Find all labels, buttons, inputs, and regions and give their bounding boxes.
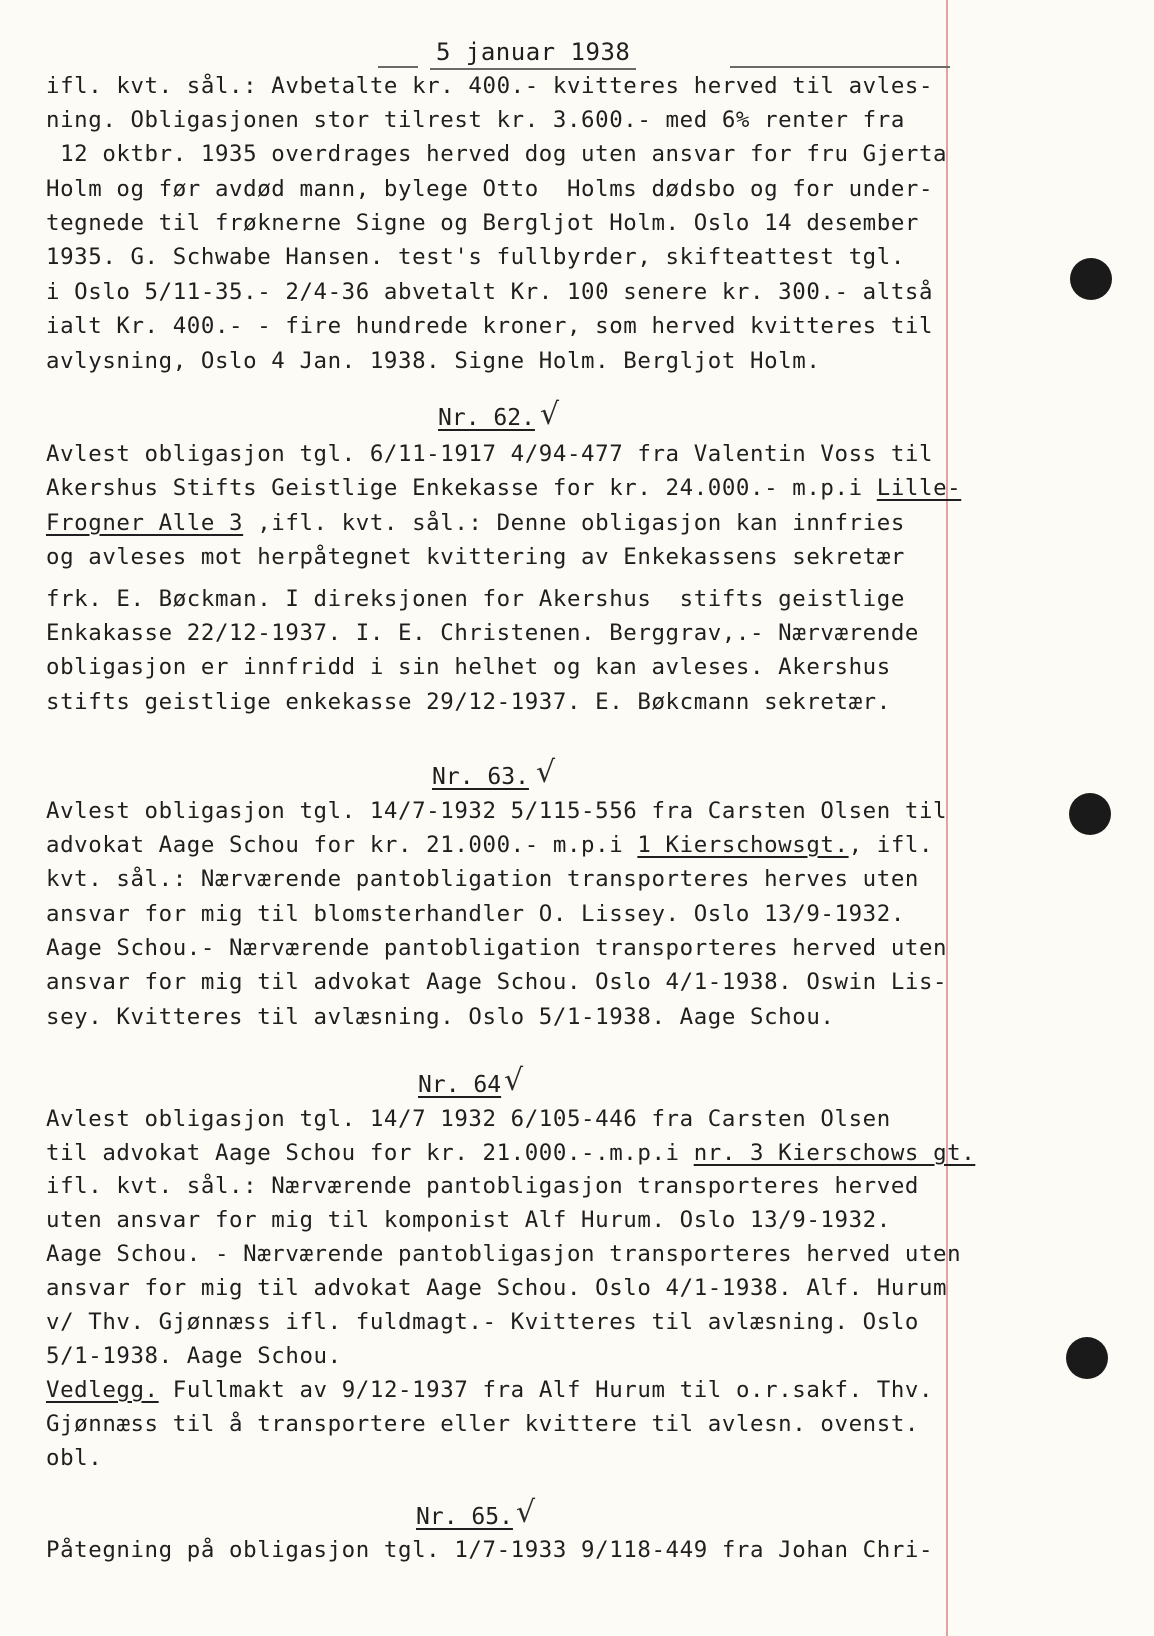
- property-address: Lille-: [876, 475, 962, 501]
- text-line: til advokat Aage Schou for kr. 21.000.-.m.p.i nr. 3 Kierschows gt.: [46, 1140, 976, 1166]
- text-line: stifts geistlige enkekasse 29/12-1937. E. Bøkcmann sekretær.: [46, 689, 891, 715]
- punch-hole: [1069, 793, 1111, 835]
- check-mark: √: [536, 755, 556, 790]
- text-line: v/ Thv. Gjønnæss ifl. fuldmagt.- Kvitteres til avlæsning. Oslo: [46, 1309, 919, 1335]
- text-line: ning. Obligasjonen stor tilrest kr. 3.600.- med 6% renter fra: [46, 107, 905, 133]
- text-line: Holm og før avdød mann, bylege Otto Holms dødsbo og for under-: [46, 176, 934, 202]
- text-line: og avleses mot herpåtegnet kvittering av Enkekassens sekretær: [46, 544, 905, 570]
- text-line: Frogner Alle 3 ,ifl. kvt. sål.: Denne obligasjon kan innfries: [46, 510, 905, 536]
- punch-hole: [1066, 1337, 1108, 1379]
- check-mark: √: [516, 1495, 536, 1530]
- text-line: ialt Kr. 400.- - fire hundrede kroner, som herved kvitteres til: [46, 313, 934, 339]
- text-line: Gjønnæss til å transportere eller kvittere til avlesn. ovenst.: [46, 1411, 919, 1437]
- attachment-label: Vedlegg.: [46, 1377, 159, 1403]
- property-address: Frogner Alle 3: [46, 510, 244, 536]
- text-line: i Oslo 5/11-35.- 2/4-36 abvetalt Kr. 100 senere kr. 300.- altså: [46, 279, 934, 305]
- text-line: obl.: [46, 1445, 103, 1471]
- text-line: 1935. G. Schwabe Hansen. test's fullbyrder, skifteattest tgl.: [46, 244, 905, 270]
- text-line: 5/1-1938. Aage Schou.: [46, 1343, 342, 1369]
- entry-number: Nr. 65.: [416, 1504, 513, 1530]
- text-line: tegnede til frøknerne Signe og Bergljot Holm. Oslo 14 desember: [46, 210, 919, 236]
- header-rule: [730, 66, 950, 68]
- text-line: Avlest obligasjon tgl. 6/11-1917 4/94-477 fra Valentin Voss til: [46, 441, 934, 467]
- text-line: 12 oktbr. 1935 overdrages herved dog uten ansvar for fru Gjerta: [46, 141, 948, 167]
- text-line: ifl. kvt. sål.: Nærværende pantobligasjon transporteres herved: [46, 1173, 919, 1199]
- text-line: kvt. sål.: Nærværende pantobligation transporteres herves uten: [46, 866, 919, 892]
- text-line: Akershus Stifts Geistlige Enkekasse for kr. 24.000.- m.p.i Lille-: [46, 475, 962, 501]
- text-line: ifl. kvt. sål.: Avbetalte kr. 400.- kvitteres herved til avles-: [46, 73, 934, 99]
- text-line: ansvar for mig til advokat Aage Schou. Oslo 4/1-1938. Alf. Hurum: [46, 1275, 948, 1301]
- text-line: ansvar for mig til advokat Aage Schou. Oslo 4/1-1938. Oswin Lis-: [46, 969, 948, 995]
- text-line: Avlest obligasjon tgl. 14/7 1932 6/105-446 fra Carsten Olsen: [46, 1106, 891, 1132]
- entry-number: Nr. 63.: [432, 764, 529, 790]
- text-line: uten ansvar for mig til komponist Alf Hurum. Oslo 13/9-1932.: [46, 1207, 891, 1233]
- text-line: ansvar for mig til blomsterhandler O. Lissey. Oslo 13/9-1932.: [46, 901, 905, 927]
- text-line: Enkakasse 22/12-1937. I. E. Christenen. Berggrav,.- Nærværende: [46, 620, 919, 646]
- text-line: avlysning, Oslo 4 Jan. 1938. Signe Holm. Bergljot Holm.: [46, 348, 821, 374]
- check-mark: √: [540, 397, 560, 432]
- entry-number: Nr. 62.: [438, 405, 535, 431]
- check-mark: √: [504, 1063, 524, 1098]
- text-line: obligasjon er innfridd i sin helhet og kan avleses. Akershus: [46, 654, 891, 680]
- header-rule: [378, 66, 418, 68]
- punch-hole: [1070, 258, 1112, 300]
- text-line: frk. E. Bøckman. I direksjonen for Akershus stifts geistlige: [46, 586, 905, 612]
- text-line: sey. Kvitteres til avlæsning. Oslo 5/1-1938. Aage Schou.: [46, 1004, 835, 1030]
- text-line: Påtegning på obligasjon tgl. 1/7-1933 9/118-449 fra Johan Chri-: [46, 1537, 934, 1563]
- entry-number: Nr. 64: [418, 1072, 502, 1098]
- text-line: advokat Aage Schou for kr. 21.000.- m.p.i 1 Kierschowsgt., ifl.: [46, 832, 934, 858]
- page-date-header: 5 januar 1938: [430, 38, 636, 70]
- text-line: Aage Schou. - Nærværende pantobligasjon transporteres herved uten: [46, 1241, 962, 1267]
- text-line: Aage Schou.- Nærværende pantobligation transporteres herved uten: [46, 935, 948, 961]
- text-line: Avlest obligasjon tgl. 14/7-1932 5/115-556 fra Carsten Olsen til: [46, 798, 948, 824]
- property-address: 1 Kierschowsgt.: [637, 832, 849, 858]
- property-address: nr. 3 Kierschows gt.: [693, 1140, 976, 1166]
- text-line: Vedlegg. Fullmakt av 9/12-1937 fra Alf Hurum til o.r.sakf. Thv.: [46, 1377, 934, 1403]
